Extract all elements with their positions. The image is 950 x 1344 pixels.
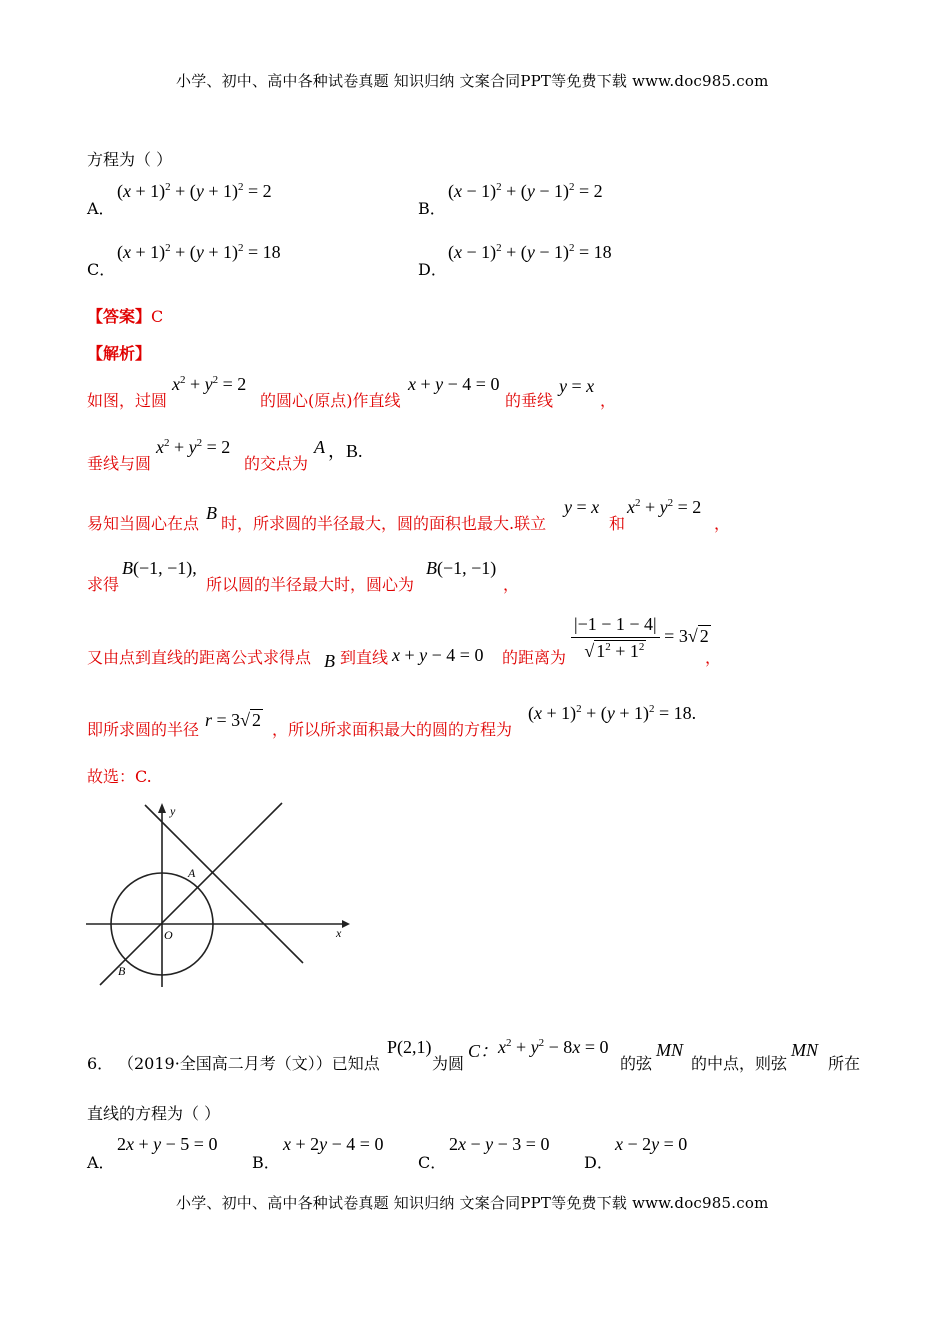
x-label: x <box>336 926 342 940</box>
q6-circle-equation: $x^2 + y^2 - 8x = 0$ <box>498 1037 609 1057</box>
q5-option-b-formula: $(x - 1)^2 + (y - 1)^2 = 2$ <box>448 181 603 201</box>
q6-circle-name: C： <box>468 1041 499 1061</box>
analysis-line-4-center: B(−1, −1) <box>426 558 497 578</box>
analysis-line-6-text-b: ，所以所求面积最大的圆的方程为 <box>272 720 513 739</box>
analysis-line-2-text-b: 的交点为 <box>244 454 309 473</box>
q6-line-2: 直线的方程为（ ） <box>87 1104 221 1123</box>
analysis-line-1-text-c: 的垂线 <box>505 391 554 410</box>
q5-option-d-formula: $(x - 1)^2 + (y - 1)^2 = 18$ <box>448 242 612 262</box>
analysis-line-2-circle: $x^2 + y^2 = 2$ <box>156 437 231 457</box>
analysis-line-5-line: x + y − 4 = 0 <box>392 645 484 665</box>
analysis-line-3-point-b: B <box>206 503 217 523</box>
analysis-line-1-line: x + y − 4 = 0 <box>408 374 500 394</box>
q5-option-a-label: A． <box>87 199 115 218</box>
analysis-line-1-text-d: ， <box>600 391 617 410</box>
q6-option-a-formula: 2x + y − 5 = 0 <box>117 1134 218 1154</box>
analysis-conclusion: 故选：C. <box>87 767 152 786</box>
q6-option-d-label: D． <box>584 1153 613 1172</box>
analysis-line-1-circle: $x^2 + y^2 = 2$ <box>172 374 247 394</box>
analysis-line-5-text-c: 到直线 <box>340 648 389 667</box>
q6-point-p: P(2,1) <box>387 1037 432 1057</box>
circle-line-figure <box>80 795 360 995</box>
point-a-label: A <box>188 866 196 880</box>
analysis-line-2-point-b: ，B. <box>328 441 363 461</box>
q5-option-b-value: 2 <box>593 181 603 201</box>
q6-text-a: 为圆 <box>432 1054 465 1073</box>
analysis-line-4-text-a: 求得 <box>87 575 120 594</box>
q6-option-b-formula: x + 2y − 4 = 0 <box>283 1134 384 1154</box>
q5-option-c-formula: $(x + 1)^2 + (y + 1)^2 = 18$ <box>117 242 281 262</box>
analysis-label: 【解析】 <box>87 344 152 363</box>
q6-source: （2019·全国高二月考（文））已知点 <box>118 1054 380 1073</box>
q5-option-d-value: 18 <box>593 242 612 262</box>
analysis-line-1-perp: y = x <box>559 376 595 396</box>
analysis-line-4-text-b: 所以圆的半径最大时，圆心为 <box>206 575 415 594</box>
q6-option-d-formula: x − 2y = 0 <box>615 1134 688 1154</box>
answer-line <box>87 304 163 327</box>
q5-option-c-value: 18 <box>262 242 281 262</box>
q6-option-c-label: C． <box>418 1153 447 1172</box>
analysis-line-2-text-a: 垂线与圆 <box>87 454 152 473</box>
q5-option-a-value: 2 <box>262 181 272 201</box>
q6-text-tail: 所在 <box>828 1054 861 1073</box>
q6-chord-mn-1: MN <box>656 1040 683 1060</box>
analysis-line-3-text-c: 时，所求圆的半径最大，圆的面积也最大.联立 <box>221 514 547 533</box>
q6-number: 6． <box>87 1054 114 1073</box>
q5-stem-tail: 方程为（ ） <box>87 150 173 169</box>
q5-option-c-label: C． <box>87 260 116 279</box>
page-footer: 小学、初中、高中各种试卷真题 知识归纳 文案合同PPT等免费下载 www.doc985.com <box>176 1194 769 1212</box>
q6-option-c-formula: 2x − y − 3 = 0 <box>449 1134 550 1154</box>
analysis-line-3-text-a: 易知当圆心在点 <box>87 514 200 533</box>
line-y-equals-x <box>100 803 282 985</box>
analysis-line-6-radius: r = 3√ 2 <box>205 710 262 730</box>
analysis-line-1-text-b: 的圆心(原点)作直线 <box>260 391 401 410</box>
analysis-line-3-text-d: 和 <box>609 514 626 533</box>
analysis-line-5-distance: $\frac{|-1 - 1 - 4|}{√ 1^2 + 1^2}$ = 3√ 2 <box>571 614 711 662</box>
answer-label: 【答案】 <box>87 307 152 326</box>
q6-chord-mn-2: MN <box>791 1040 818 1060</box>
q5-option-a-formula: $(x + 1)^2 + (y + 1)^2 = 2$ <box>117 181 272 201</box>
analysis-line-5-text-e: ， <box>705 648 722 667</box>
y-axis-arrow <box>158 803 166 813</box>
q6-text-b: 的弦 <box>620 1054 653 1073</box>
answer-value: C <box>151 307 164 326</box>
page-header: 小学、初中、高中各种试卷真题 知识归纳 文案合同PPT等免费下载 www.doc985.com <box>176 72 769 90</box>
analysis-line-3-circle: $x^2 + y^2 = 2$ <box>627 497 702 517</box>
analysis-line-3-perp: y = x <box>564 497 600 517</box>
origin-label: O <box>164 928 173 942</box>
y-label: y <box>170 804 176 818</box>
analysis-line-5-text-d: 的距离为 <box>502 648 567 667</box>
analysis-line-4-point-b: B(−1, −1), <box>122 558 197 578</box>
analysis-line-5-point-b: B <box>324 651 335 671</box>
q5-option-b-label: B． <box>418 199 446 218</box>
x-axis-arrow <box>342 920 350 928</box>
q6-text-c: 的中点，则弦 <box>691 1054 788 1073</box>
analysis-line-1-text-a: 如图，过圆 <box>87 391 168 410</box>
point-b-label: B <box>118 964 126 978</box>
analysis-line-4-text-c: ， <box>503 575 520 594</box>
analysis-line-5-text-a: 又由点到直线的距离公式求得点 <box>87 648 312 667</box>
q5-option-d-label: D． <box>418 260 447 279</box>
analysis-line-6-result: $(x + 1)^2 + (y + 1)^2 = 18$. <box>528 703 697 723</box>
q6-option-a-label: A． <box>87 1153 115 1172</box>
analysis-line-3-text-e: ， <box>714 514 731 533</box>
analysis-line-6-text-a: 即所求圆的半径 <box>87 720 200 739</box>
q6-option-b-label: B． <box>252 1153 280 1172</box>
analysis-line-2-point-a: A <box>314 437 325 457</box>
